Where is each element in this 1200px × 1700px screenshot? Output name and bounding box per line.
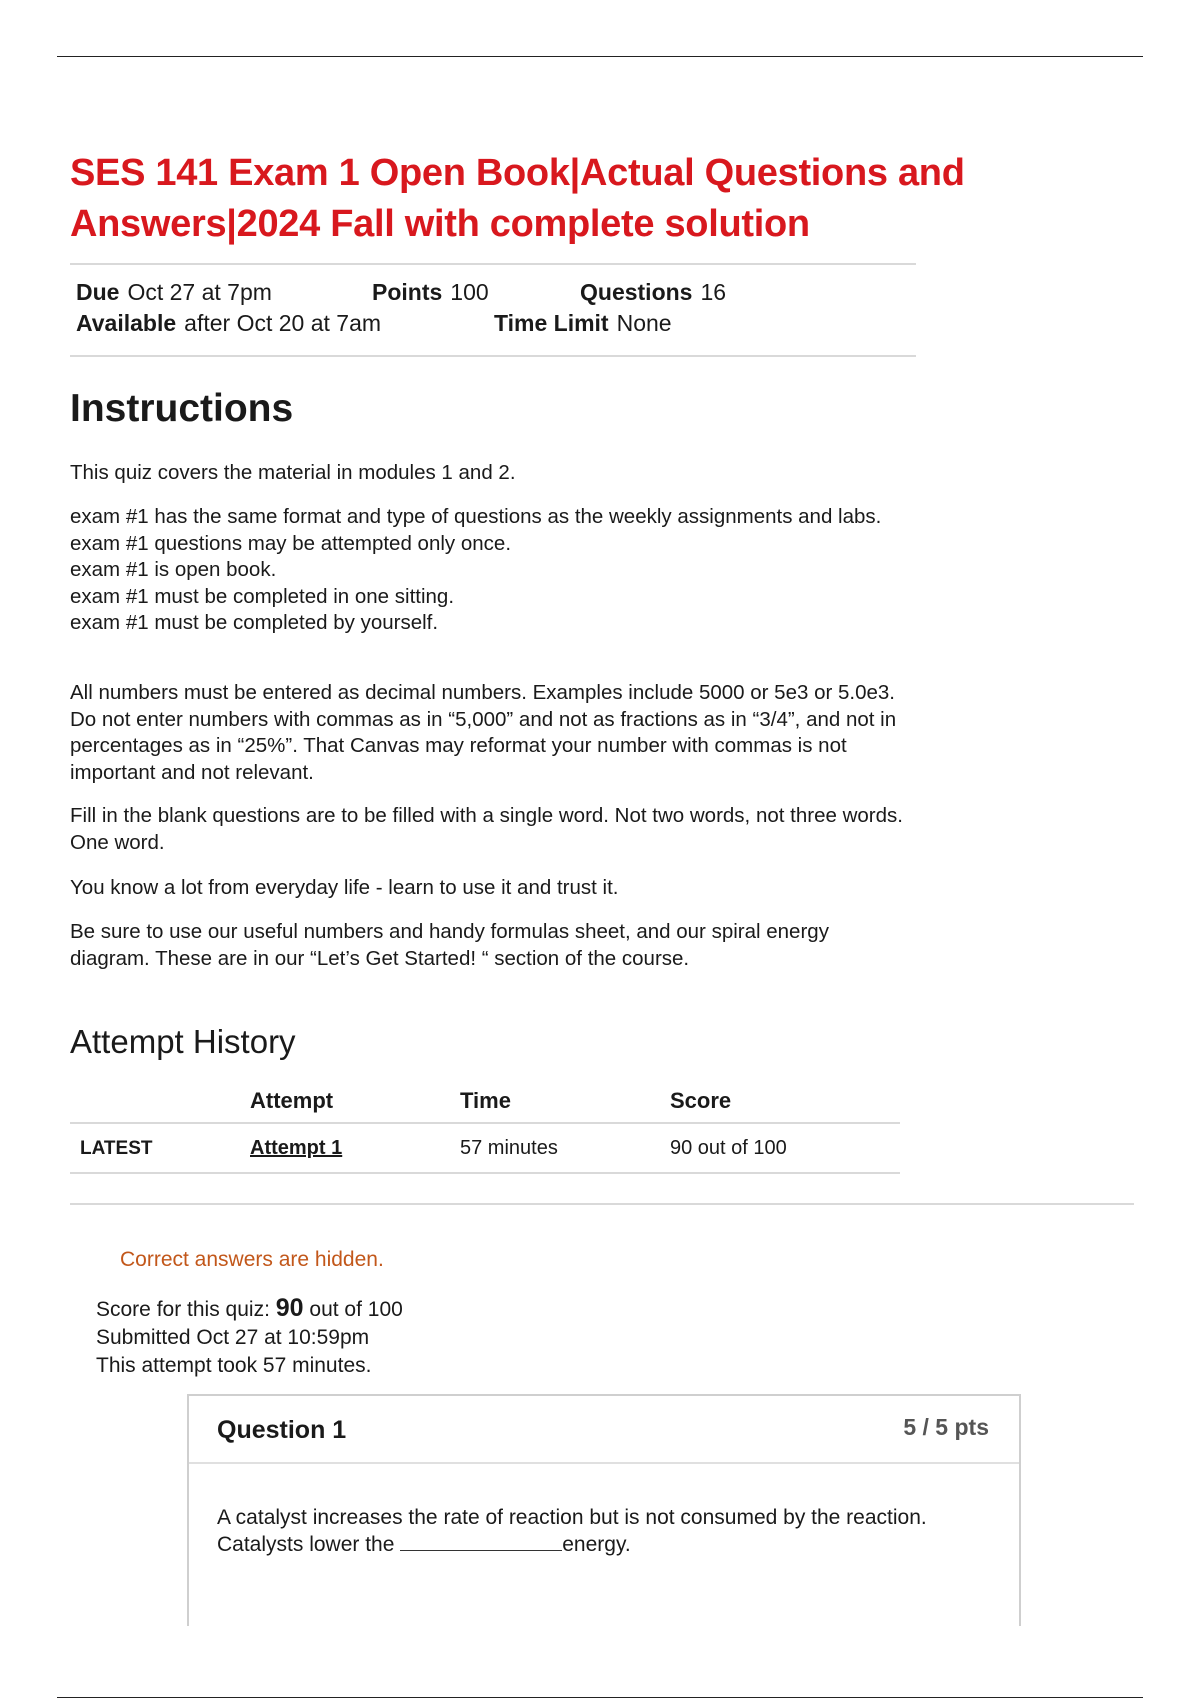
column-header-blank xyxy=(70,1080,250,1123)
available-value: after Oct 20 at 7am xyxy=(184,310,382,336)
answer-blank xyxy=(400,1532,562,1551)
score-line xyxy=(96,1294,403,1324)
time-limit-item xyxy=(494,308,672,338)
attempt-time-cell: 57 minutes xyxy=(460,1123,670,1173)
available-item xyxy=(76,308,381,338)
attempt-1-link[interactable]: Attempt 1 xyxy=(250,1136,343,1159)
table-row xyxy=(70,1123,900,1173)
question-text-before-blank: A catalyst increases the rate of reaction but is not consumed by the reaction. Catalysts lower the xyxy=(217,1506,927,1556)
due-label: Due xyxy=(76,279,120,305)
exam-rule-line: exam #1 must be completed by yourself. xyxy=(70,611,439,634)
available-label: Available xyxy=(76,310,177,336)
score-suffix: out of 100 xyxy=(303,1298,403,1321)
attempt-history-header-row xyxy=(70,1080,900,1123)
section-divider xyxy=(70,1203,1134,1205)
due-item xyxy=(76,277,272,307)
attempt-duration-line: This attempt took 57 minutes. xyxy=(96,1354,372,1377)
exam-rule-line: exam #1 questions may be attempted only once. xyxy=(70,531,512,555)
column-header-time: Time xyxy=(460,1080,670,1123)
attempt-history-table xyxy=(70,1080,900,1174)
exam-rule-line: exam #1 is open book. xyxy=(70,558,277,581)
document-title: SES 141 Exam 1 Open Book|Actual Questions and Answers|2024 Fall with complete solution xyxy=(70,152,965,245)
correct-answers-hidden-note: Correct answers are hidden. xyxy=(120,1248,384,1271)
attempt-history-heading: Attempt History xyxy=(70,1023,296,1060)
instructions-exam-rules xyxy=(70,504,910,637)
quiz-details xyxy=(70,263,916,357)
submitted-line: Submitted Oct 27 at 10:59pm xyxy=(96,1326,370,1349)
points-label: Points xyxy=(372,279,443,305)
instructions-paragraph-numbers: All numbers must be entered as decimal numbers. Examples include 5000 or 5e3 or 5.0e3. Do not enter numbers with commas as in “5,000” and not as fractions as in “3/4”, and not in percentages as in “25%”. That Canvas may reformat your number with commas is not important and not relevant. xyxy=(70,681,897,784)
due-value: Oct 27 at 7pm xyxy=(127,279,272,305)
question-title: Question 1 xyxy=(217,1416,347,1444)
score-value: 90 xyxy=(275,1294,304,1322)
question-header xyxy=(189,1396,1019,1464)
instructions-paragraph-fill-blank: Fill in the blank questions are to be filled with a single word. Not two words, not three words. One word. xyxy=(70,804,903,854)
question-points: 5 / 5 pts xyxy=(903,1414,989,1440)
bottom-rule xyxy=(57,1697,1143,1698)
points-value: 100 xyxy=(450,279,489,305)
exam-rule-line: exam #1 must be completed in one sitting. xyxy=(70,584,455,608)
instructions-paragraph-modules: This quiz covers the material in modules 1 and 2. xyxy=(70,461,516,484)
top-rule xyxy=(57,56,1143,57)
instructions-heading: Instructions xyxy=(70,387,294,430)
latest-label: LATEST xyxy=(80,1137,153,1159)
column-header-attempt: Attempt xyxy=(250,1080,460,1123)
questions-value: 16 xyxy=(700,279,727,305)
points-item xyxy=(372,277,489,307)
attempt-status-cell xyxy=(70,1123,250,1173)
time-limit-label: Time Limit xyxy=(494,310,609,336)
time-limit-value: None xyxy=(616,310,672,336)
exam-rule-line: exam #1 has the same format and type of questions as the weekly assignments and labs. xyxy=(70,505,882,528)
questions-label: Questions xyxy=(580,279,693,305)
question-card xyxy=(187,1394,1021,1626)
questions-item xyxy=(580,277,726,307)
question-text-after-blank: energy. xyxy=(562,1533,631,1556)
quiz-score-summary xyxy=(96,1294,403,1380)
attempt-score-cell: 90 out of 100 xyxy=(670,1123,900,1173)
score-prefix: Score for this quiz: xyxy=(96,1298,276,1321)
instructions-paragraph-formulas-sheet: Be sure to use our useful numbers and handy formulas sheet, and our spiral energy diagram. These are in our “Let’s Get Started! “ section of the course. xyxy=(70,920,829,970)
question-text xyxy=(217,1504,977,1558)
instructions-paragraph-everyday-life: You know a lot from everyday life - learn to use it and trust it. xyxy=(70,876,619,899)
attempt-cell xyxy=(250,1123,460,1173)
column-header-score: Score xyxy=(670,1080,900,1123)
